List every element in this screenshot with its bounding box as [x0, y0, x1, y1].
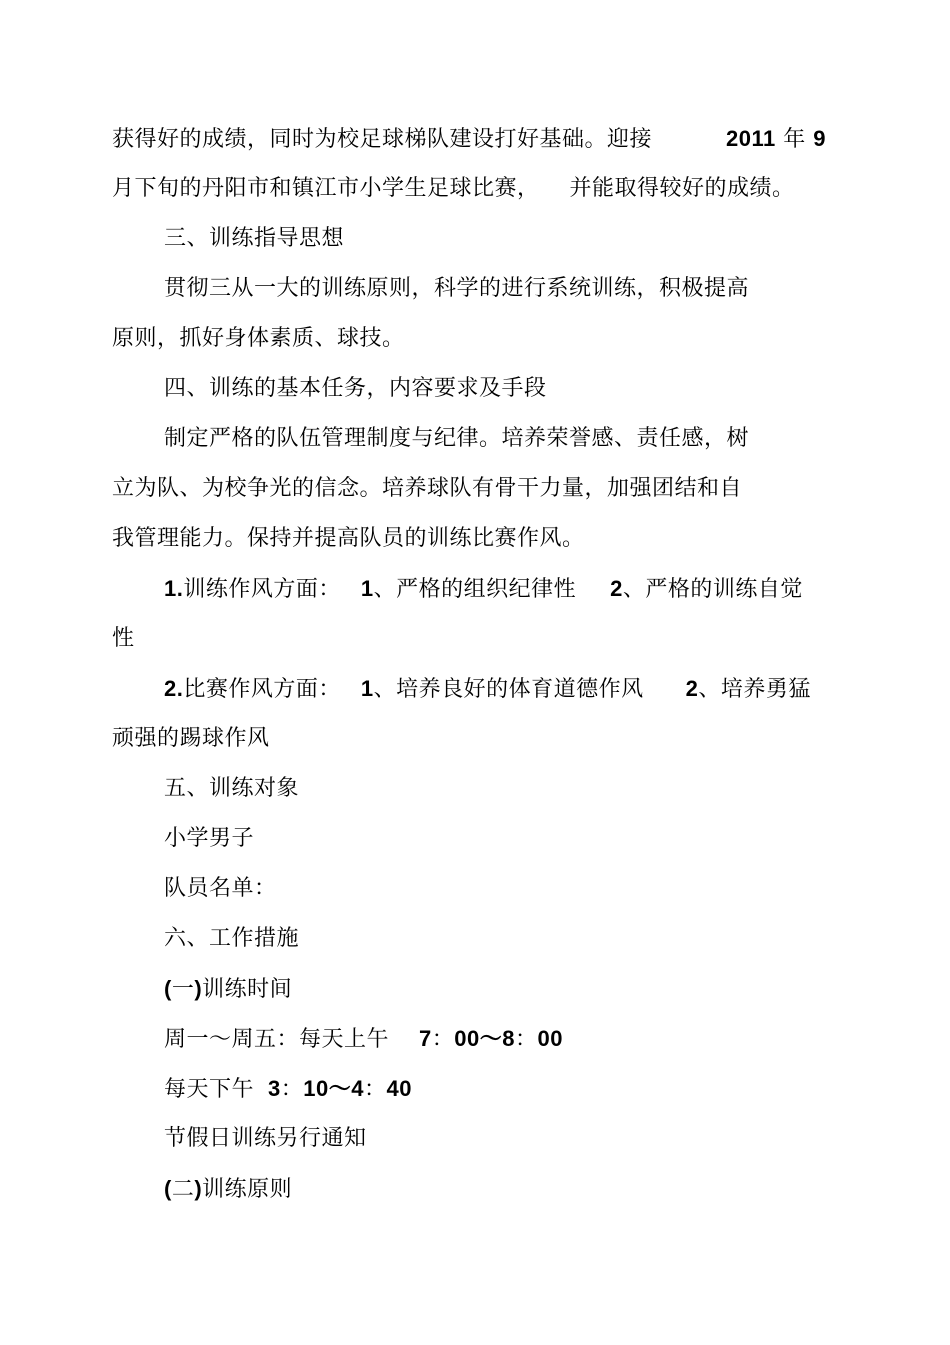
subsection-number: 一 — [171, 977, 195, 1002]
paragraph-line: 立为队、为校争光的信念。培养球队有骨干力量，加强团结和自 — [112, 476, 743, 501]
item-text: 、培养勇猛 — [698, 677, 811, 702]
item-text: 、培养良好的体育道德作风 — [373, 677, 644, 702]
item-text: 、严格的训练自觉 — [622, 577, 803, 602]
schedule-line — [164, 1074, 412, 1105]
item-text: 、严格的组织纪律性 — [373, 577, 577, 602]
time-value: 00～8 — [454, 1026, 515, 1051]
item-number: 2. — [164, 676, 184, 701]
month-number: 9 — [813, 126, 827, 151]
time-value: 40 — [386, 1076, 412, 1101]
item-number: 1. — [164, 576, 184, 601]
paren-close: ) — [194, 1176, 203, 1201]
paragraph-line — [112, 124, 826, 155]
subsection-heading — [164, 974, 292, 1005]
line-text: 月下旬的丹阳市和镇江市小学生足球比赛， — [112, 176, 540, 201]
time-colon: ： — [431, 1027, 455, 1052]
list-item — [164, 574, 803, 605]
paren-close: ) — [194, 976, 203, 1001]
time-colon: ： — [280, 1077, 304, 1102]
year-char: 年 — [783, 127, 806, 152]
subsection-title: 训练原则 — [202, 1177, 293, 1202]
schedule-line — [164, 1024, 563, 1055]
paragraph-line: 顽强的踢球作风 — [112, 726, 270, 751]
schedule-label: 周一～周五：每天上午 — [164, 1027, 390, 1052]
paragraph-line — [112, 174, 795, 204]
paragraph-line: 贯彻三从一大的训练原则，科学的进行系统训练，积极提高 — [164, 276, 750, 301]
item-text: 训练作风方面： — [183, 577, 341, 602]
subsection-number: 二 — [171, 1177, 195, 1202]
time-value: 00 — [537, 1026, 563, 1051]
paren-open: ( — [164, 1176, 172, 1201]
list-item — [164, 674, 811, 705]
sub-number: 2 — [685, 676, 699, 701]
sub-number: 1 — [360, 676, 374, 701]
section-heading: 三、训练指导思想 — [164, 226, 345, 251]
subsection-title: 训练时间 — [202, 977, 293, 1002]
paragraph-line: 我管理能力。保持并提高队员的训练比赛作风。 — [112, 526, 585, 551]
time-value: 3 — [268, 1076, 281, 1101]
time-colon: ： — [364, 1077, 387, 1102]
paragraph-line: 小学男子 — [164, 826, 255, 851]
subsection-heading — [164, 1174, 292, 1205]
paren-open: ( — [164, 976, 172, 1001]
item-text: 比赛作风方面： — [183, 677, 341, 702]
sub-number: 1 — [360, 576, 374, 601]
time-colon: ： — [515, 1027, 538, 1052]
section-heading: 五、训练对象 — [164, 776, 300, 801]
line-text: 获得好的成绩，同时为校足球梯队建设打好基础。迎接 — [112, 127, 653, 152]
sub-number: 2 — [610, 576, 623, 601]
time-value: 10～4 — [303, 1076, 364, 1101]
schedule-label: 每天下午 — [164, 1077, 255, 1102]
section-heading: 六、工作措施 — [164, 926, 300, 951]
paragraph-line: 节假日训练另行通知 — [164, 1126, 367, 1151]
line-text: 并能取得较好的成绩。 — [569, 176, 795, 201]
time-value: 7 — [419, 1026, 432, 1051]
paragraph-line: 原则，抓好身体素质、球技。 — [112, 326, 405, 351]
year-number: 2011 — [726, 126, 776, 151]
paragraph-line: 性 — [112, 626, 135, 651]
section-heading: 四、训练的基本任务，内容要求及手段 — [164, 376, 547, 401]
paragraph-line: 制定严格的队伍管理制度与纪律。培养荣誉感、责任感，树 — [164, 426, 750, 451]
paragraph-line: 队员名单： — [164, 876, 277, 901]
